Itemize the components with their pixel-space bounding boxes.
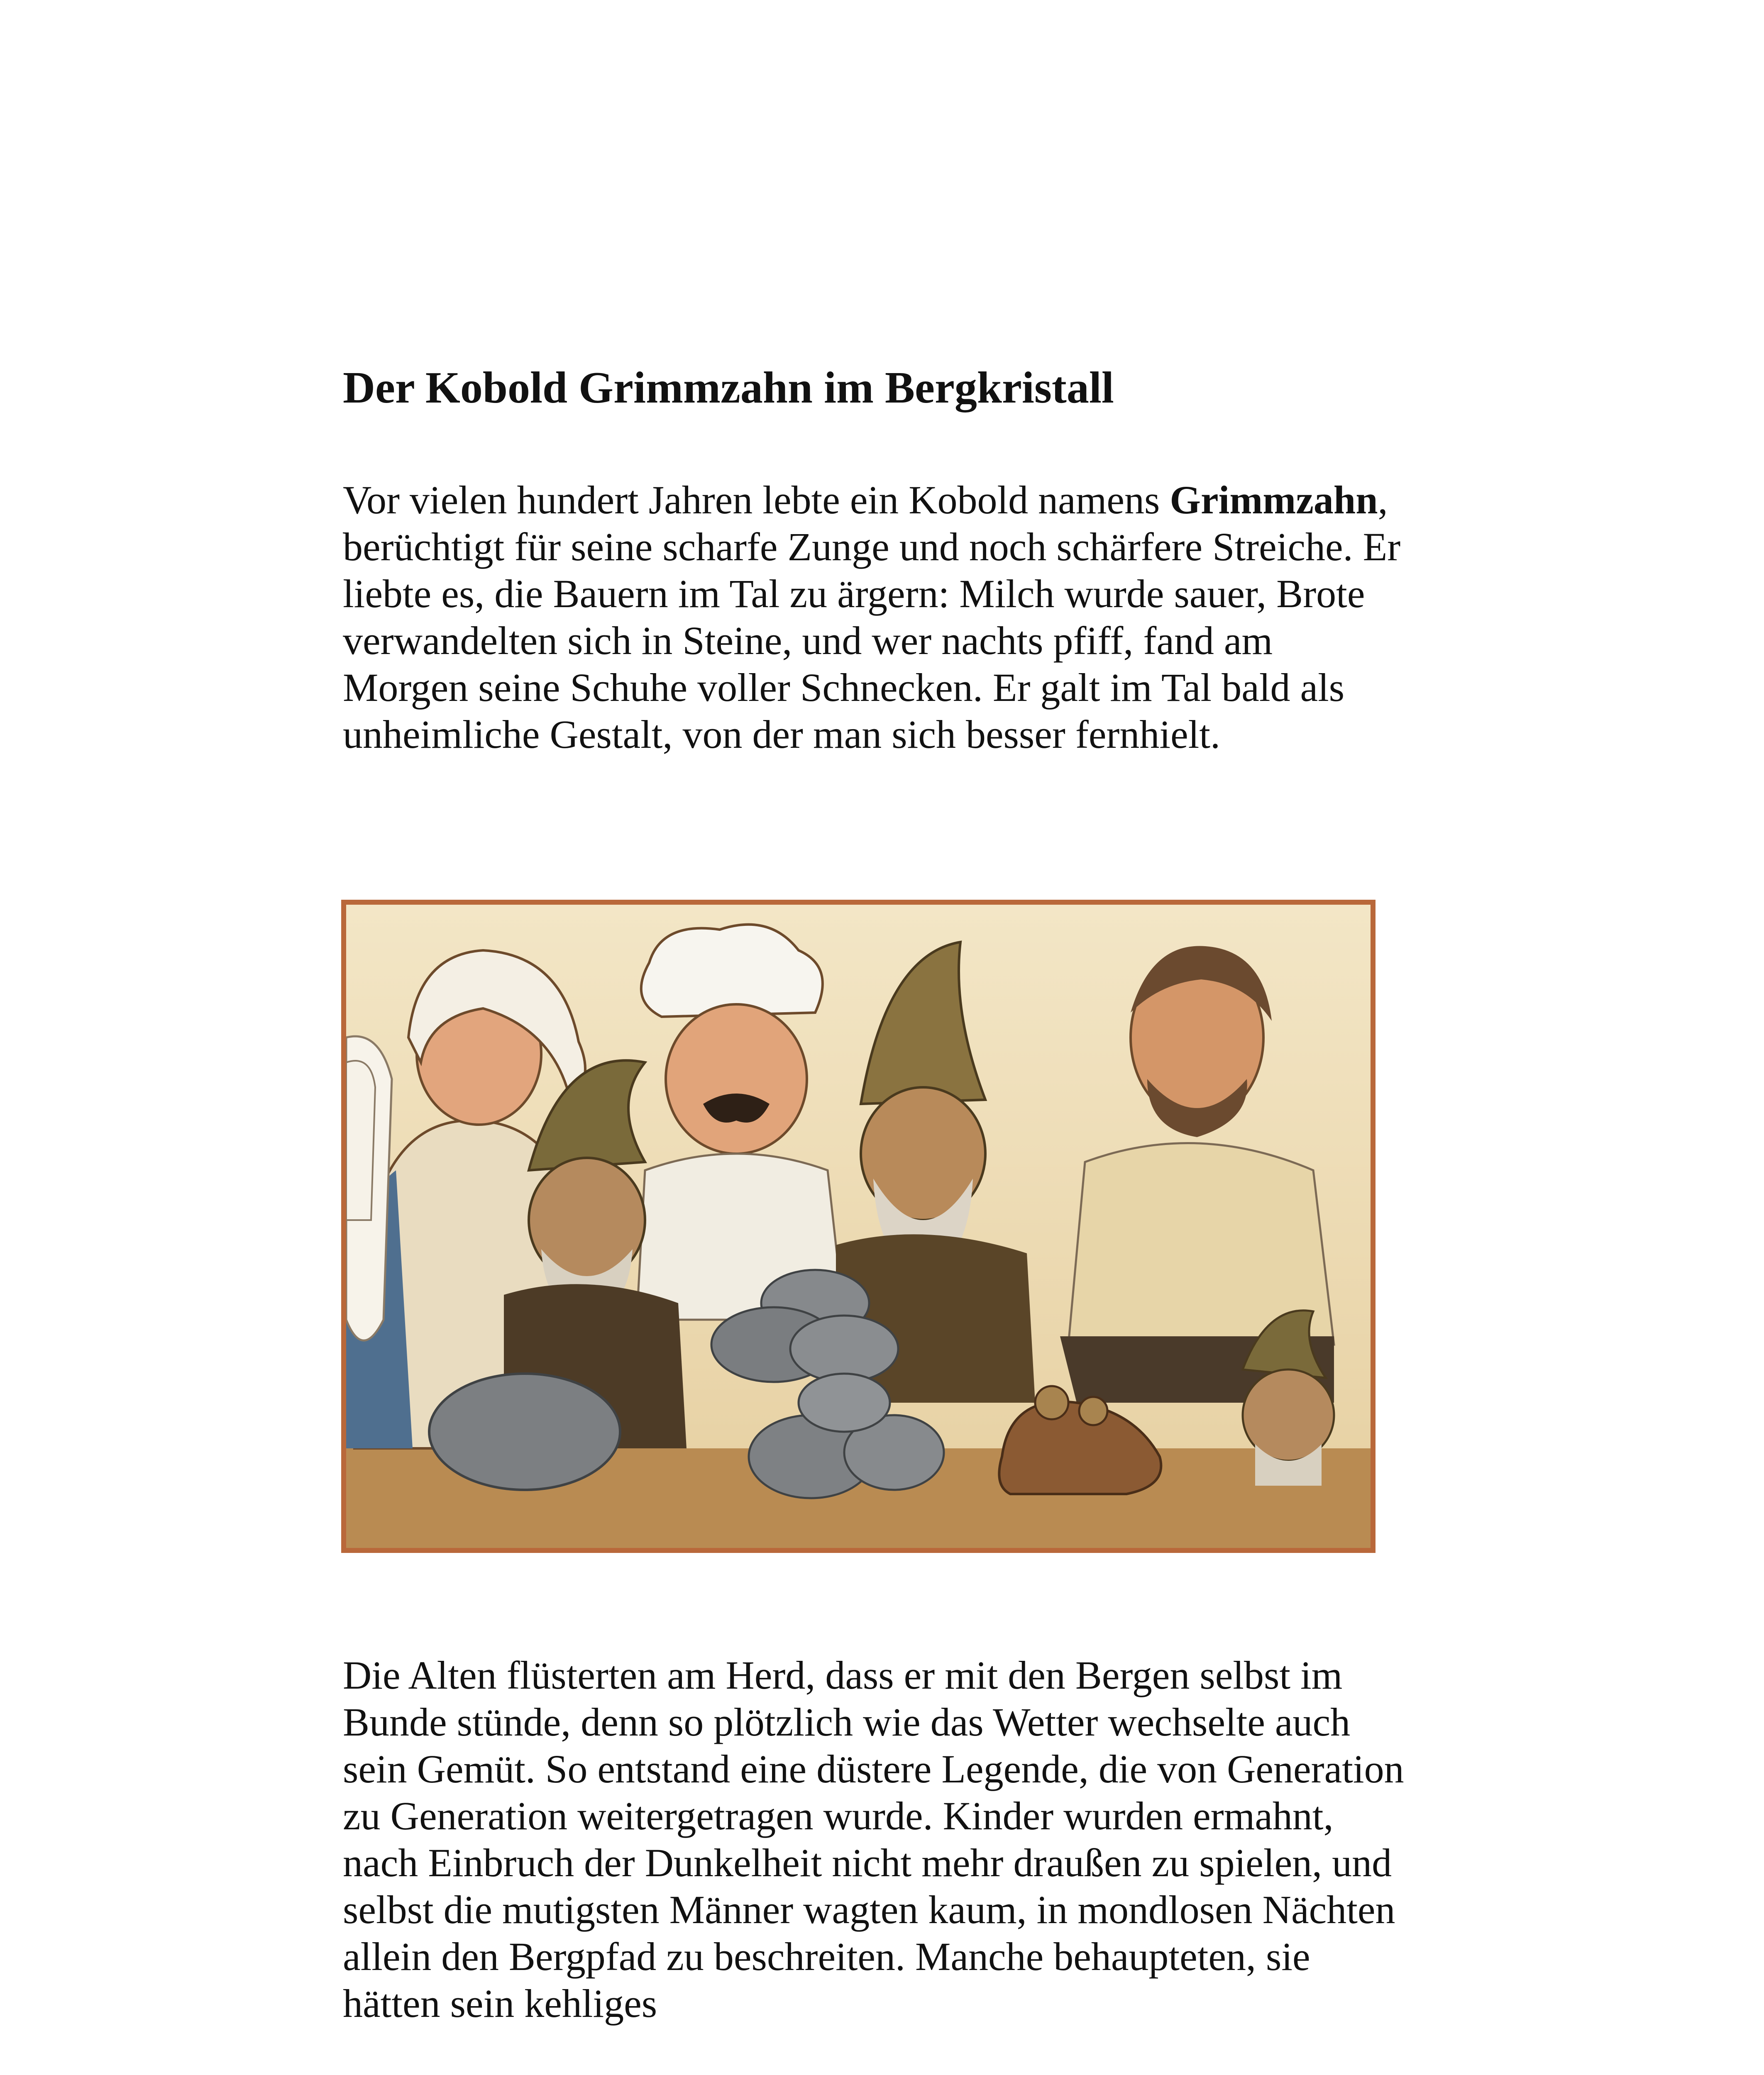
paragraph-intro-start: Vor vielen hundert Jahren lebte ein Kobold namens [343, 478, 1170, 522]
paragraph-intro [343, 476, 1405, 758]
story-illustration [341, 900, 1376, 1553]
illustration-drawing [346, 905, 1371, 1548]
kobold-name: Grimmzahn [1170, 478, 1378, 522]
paragraph-legend: Die Alten flüsterten am Herd, dass er mit den Bergen selbst im Bunde stünde, denn so plötzlich wie das Wetter wechselte auch sein Gemüt. So entstand eine düstere Legende, die von Generation zu Generation weitergetragen wurde. Kinder wurden ermahnt, nach Einbruch der Dunkelheit nicht mehr draußen zu spielen, und selbst die mutigsten Männer wagten kaum, in mondlosen Nächten allein den Bergpfad zu beschreiten. Manche behaupteten, sie hätten sein kehliges [343, 1653, 1404, 2026]
milk-jug [346, 1061, 375, 1220]
page-title: Der Kobold Grimmzahn im Bergkristall [343, 363, 1114, 413]
paragraph-intro-rest: , berüchtigt für seine scharfe Zunge und noch schärfere Streiche. Er liebte es, die Bauern im Tal zu ärgern: Milch wurde sauer, Brote verwandelten sich in Steine, und wer nachts pfiff, fand am Morgen seine Schuhe voller Schnecken. Er galt im Tal bald als unheimliche Gestalt, von der man sich besser fernhielt. [343, 478, 1401, 757]
